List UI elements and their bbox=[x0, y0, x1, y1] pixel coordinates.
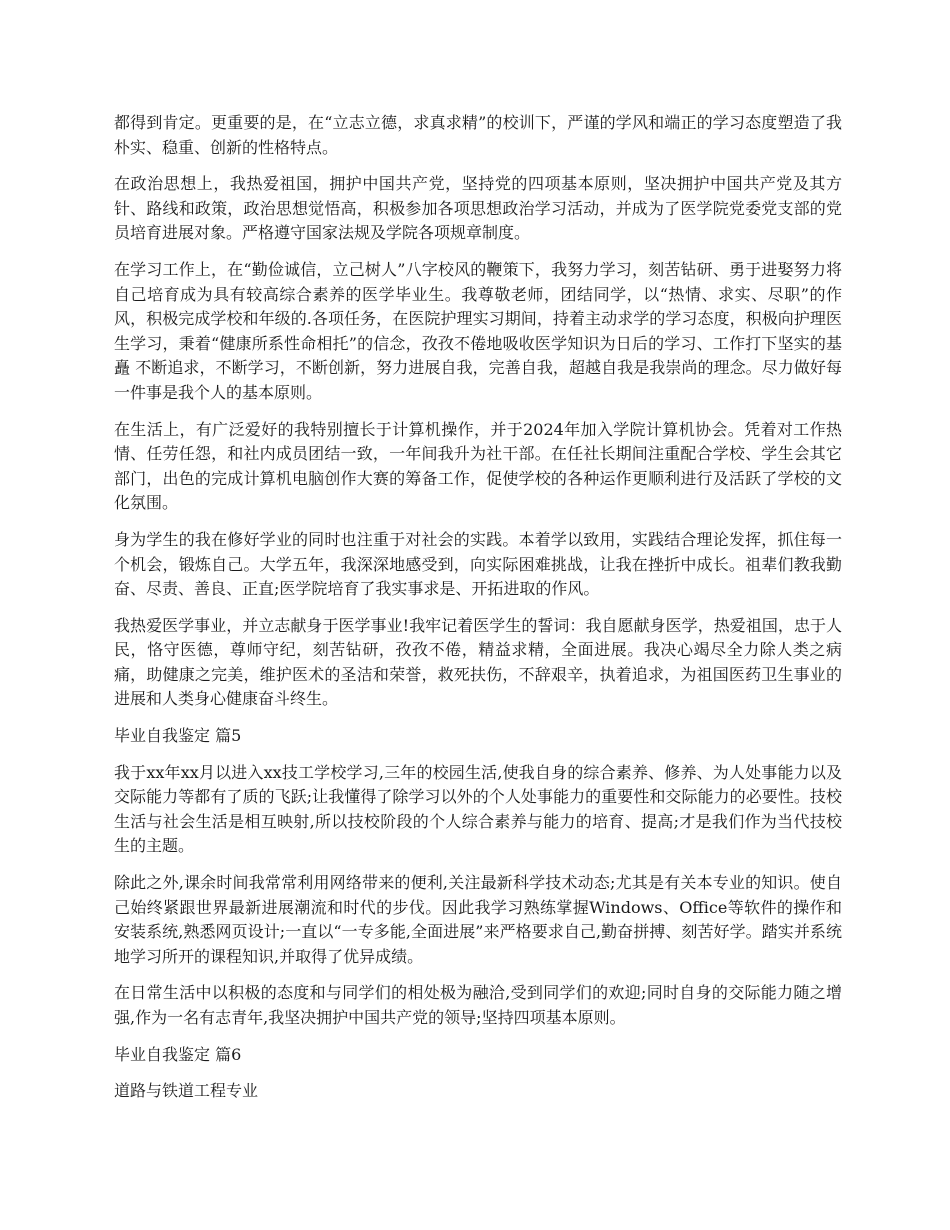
paragraph-3: 在学习工作上，在“勤俭诚信，立己树人”八字校风的鞭策下，我努力学习，刻苦钻研、勇于进娶努力将自己培育成为具有较高综合素养的医学毕业生。我尊敬老师，团结同学，以“热情、求实、尽职”的作风，积极完成学校和年级的.各项任务，在医院护理实习期间，持着主动求学的学习态度，积极向护理医生学习，秉着“健康所系性命相托”的信念，孜孜不倦地吸收医学知识为日后的学习、工作打下坚实的基矗 不断追求，不断学习，不断创新，努力进展自我，完善自我，超越自我是我崇尚的理念。尽力做好每一件事是我个人的基本原则。 bbox=[114, 259, 842, 402]
section-heading-5: 毕业自我鉴定 篇5 bbox=[114, 726, 242, 746]
paragraph-6: 我热爱医学事业，并立志献身于医学事业!我牢记着医学生的誓词：我自愿献身医学，热爱祖国，忠于人民，恪守医德，尊师守纪，刻苦钻研，孜孜不倦，精益求精，全面进展。我决心竭尽全力除人类之病痛，助健康之完美，维护医术的圣洁和荣誉，救死扶伤，不辞艰辛，执着追求，为祖国医药卫生事业的进展和人类身心健康奋斗终生。 bbox=[114, 615, 842, 709]
paragraph-1: 都得到肯定。更重要的是，在“立志立德，求真求精”的校训下，严谨的学风和端正的学习态度塑造了我朴实、稳重、创新的性格特点。 bbox=[114, 113, 842, 157]
section5-paragraph-2: 除此之外,课余时间我常常利用网络带来的便利,关注最新科学技术动态;尤其是有关本专业的知识。使自己始终紧跟世界最新进展潮流和时代的步伐。因此我学习熟练掌握Windows、Office等软件的操作和安装系统,熟悉网页设计;一直以“一专多能,全面进展”来严格要求自己,勤奋拼搏、刻苦好学。踏实并系统地学习所开的课程知识,并取得了优异成绩。 bbox=[114, 873, 842, 966]
section5-paragraph-1: 我于xx年xx月以进入xx技工学校学习,三年的校园生活,使我自身的综合素养、修养、为人处事能力以及交际能力等都有了质的飞跃;让我懂得了除学习以外的个人处事能力的重要性和交际能力的必要性。技校生活与社会生活是相互映射,所以技校阶段的个人综合素养与能力的培育、提高;才是我们作为当代技校生的主题。 bbox=[114, 762, 842, 856]
paragraph-2: 在政治思想上，我热爱祖国，拥护中国共产党，坚持党的四项基本原则，坚决拥护中国共产党及其方针、路线和政策，政治思想觉悟高，积极参加各项思想政治学习活动，并成为了医学院党委党支部的党员培育进展对象。严格遵守国家法规及学院各项规章制度。 bbox=[114, 174, 842, 243]
section-heading-6: 毕业自我鉴定 篇6 bbox=[114, 1044, 242, 1064]
document-page bbox=[114, 111, 842, 1116]
section6-subtitle: 道路与铁道工程专业 bbox=[114, 1081, 259, 1101]
paragraph-5: 身为学生的我在修好学业的同时也注重于对社会的实践。本着学以致用，实践结合理论发挥，抓住每一个机会，锻炼自己。大学五年，我深深地感受到，向实际困难挑战，让我在挫折中成长。祖辈们教我勤奋、尽责、善良、正直;医学院培育了我实事求是、开拓进取的作风。 bbox=[114, 529, 842, 599]
section5-paragraph-3: 在日常生活中以积极的态度和与同学们的相处极为融洽,受到同学们的欢迎;同时自身的交际能力随之增强,作为一名有志青年,我坚决拥护中国共产党的领导;坚持四项基本原则。 bbox=[114, 983, 842, 1027]
paragraph-4: 在生活上，有广泛爱好的我特别擅长于计算机操作，并于2024年加入学院计算机协会。凭着对工作热情、任劳任怨，和社内成员团结一致，一年间我升为社干部。在任社长期间注重配合学校、学生会其它部门，出色的完成计算机电脑创作大赛的筹备工作，促使学校的各种运作更顺利进行及活跃了学校的文化氛围。 bbox=[114, 419, 842, 513]
